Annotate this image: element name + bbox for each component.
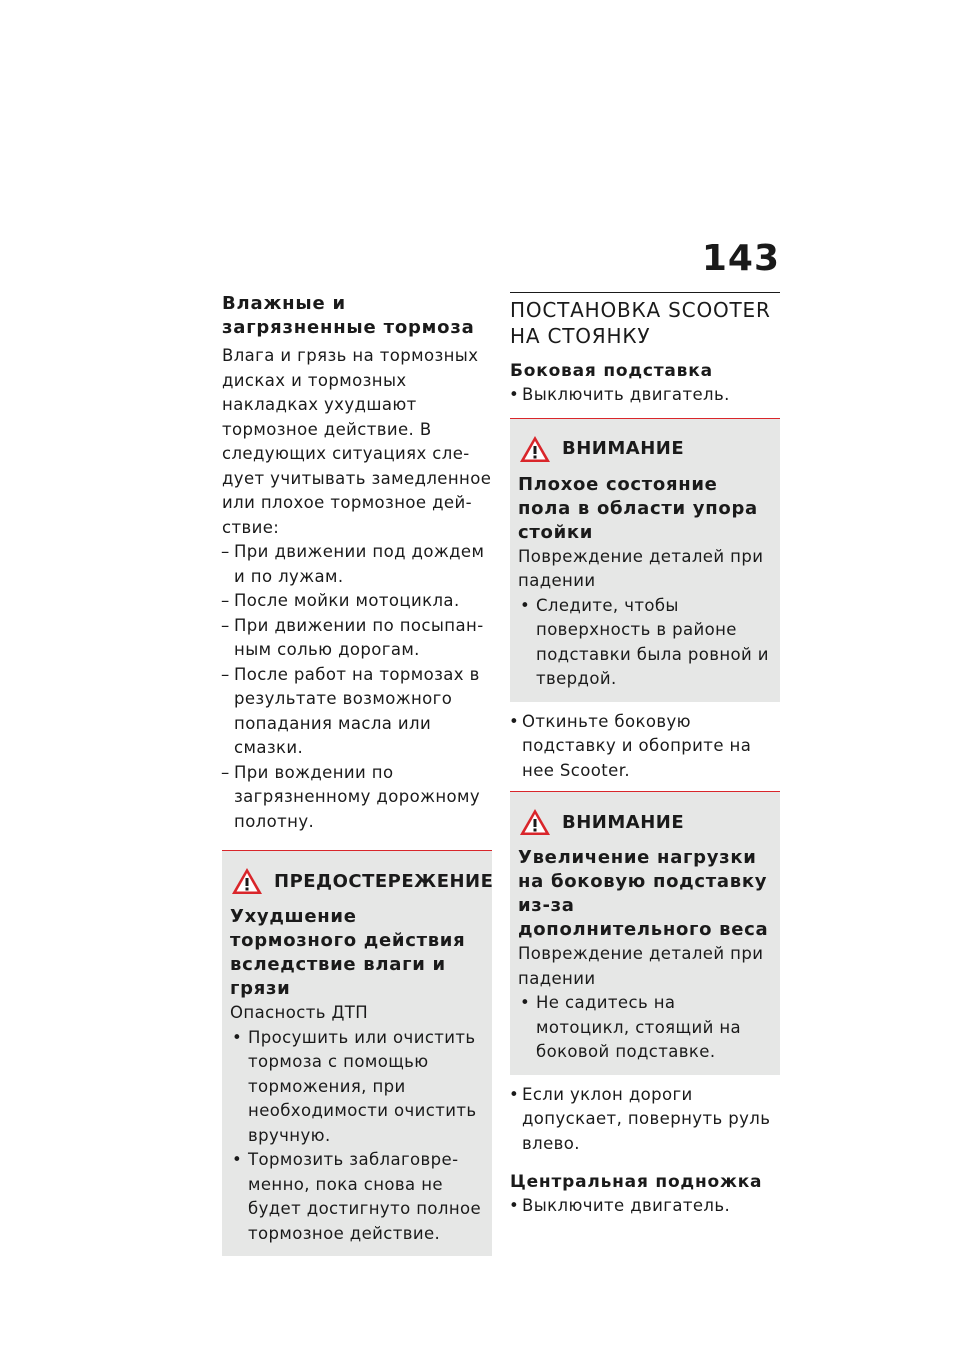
list-item: • Откиньте боковую подставку и обоприте на нее Scooter. (509, 711, 752, 780)
callout-bullets (230, 1026, 484, 1247)
callout-subtitle: Ухудшение тормозного действия вследствие влаги и грязи (230, 906, 466, 999)
step-list (510, 383, 780, 408)
callout-subtitle: Плохое состояние пола в области упора стойки (518, 473, 758, 543)
step-list (510, 1083, 780, 1157)
warning-triangle-icon (230, 866, 264, 896)
list-item: • Если уклон дороги допускает, повернуть руль влево. (509, 1084, 771, 1153)
caution-callout-weight (510, 791, 780, 1075)
callout-bullets (518, 991, 772, 1065)
list-item: • Выключить двигатель. (509, 385, 730, 404)
step-list (510, 710, 780, 784)
right-column (510, 292, 780, 1219)
list-item: • Не садитесь на мотоцикл, стоящий на боковой подставке. (520, 993, 742, 1061)
callout-risk: Опасность ДТП (230, 1003, 369, 1022)
callout-title: ПРЕДОСТЕРЕЖЕНИЕ (274, 870, 494, 892)
list-item: – При движении под дождем и по лужам. (221, 542, 485, 586)
warning-triangle-icon (518, 434, 552, 464)
situation-list (222, 540, 492, 834)
caution-callout-floor (510, 418, 780, 702)
list-item: – После мойки мотоцикла. (221, 591, 460, 610)
list-item: • Тормозить заблаговременно, пока снова не будет достигнуто полное тормозное действие. (232, 1150, 482, 1243)
list-item: – После работ на тормозах в результате возможного попадания масла или смазки. (221, 664, 480, 757)
callout-title: ВНИМАНИЕ (562, 438, 685, 459)
section-heading-wet-brakes: Влажные и загрязненные тормоза (222, 293, 475, 338)
step-list (510, 1194, 780, 1219)
list-item: • Просушить или очистить тормоза с помощью торможения, при необходимости очистить вручную. (232, 1027, 477, 1145)
warning-triangle-icon (518, 807, 552, 837)
list-item: • Выключите двигатель. (509, 1196, 731, 1215)
page-number: 143 (701, 238, 780, 279)
left-column (222, 292, 492, 1256)
callout-bullets (518, 594, 772, 692)
section-title-parking: ПОСТАНОВКА SCOOTER НА СТОЯНКУ (510, 292, 780, 349)
subhead-side-stand: Боковая подставка (510, 361, 713, 381)
list-item: – При движении по посыпанным солью дорогам. (221, 615, 484, 659)
list-item: – При вождении по загрязненному дорожному полотну. (221, 762, 481, 831)
warning-callout (222, 850, 492, 1256)
subhead-center-stand: Центральная подножка (510, 1172, 763, 1192)
intro-paragraph: Влага и грязь на тормозных дисках и тормозных накладках ухудшают тормозное действие. В следующих ситуациях следует учитывать замедленное или плохое тормозное действие: (222, 346, 492, 537)
callout-title: ВНИМАНИЕ (562, 811, 685, 833)
callout-risk: Повреждение деталей при падении (518, 546, 764, 590)
callout-subtitle: Увеличение нагрузки на боковую подставку из-за дополнительного веса (518, 847, 769, 940)
callout-risk: Повреждение деталей при падении (518, 944, 764, 988)
list-item: • Следите, чтобы поверхность в районе подставки была ровной и твердой. (520, 595, 769, 688)
